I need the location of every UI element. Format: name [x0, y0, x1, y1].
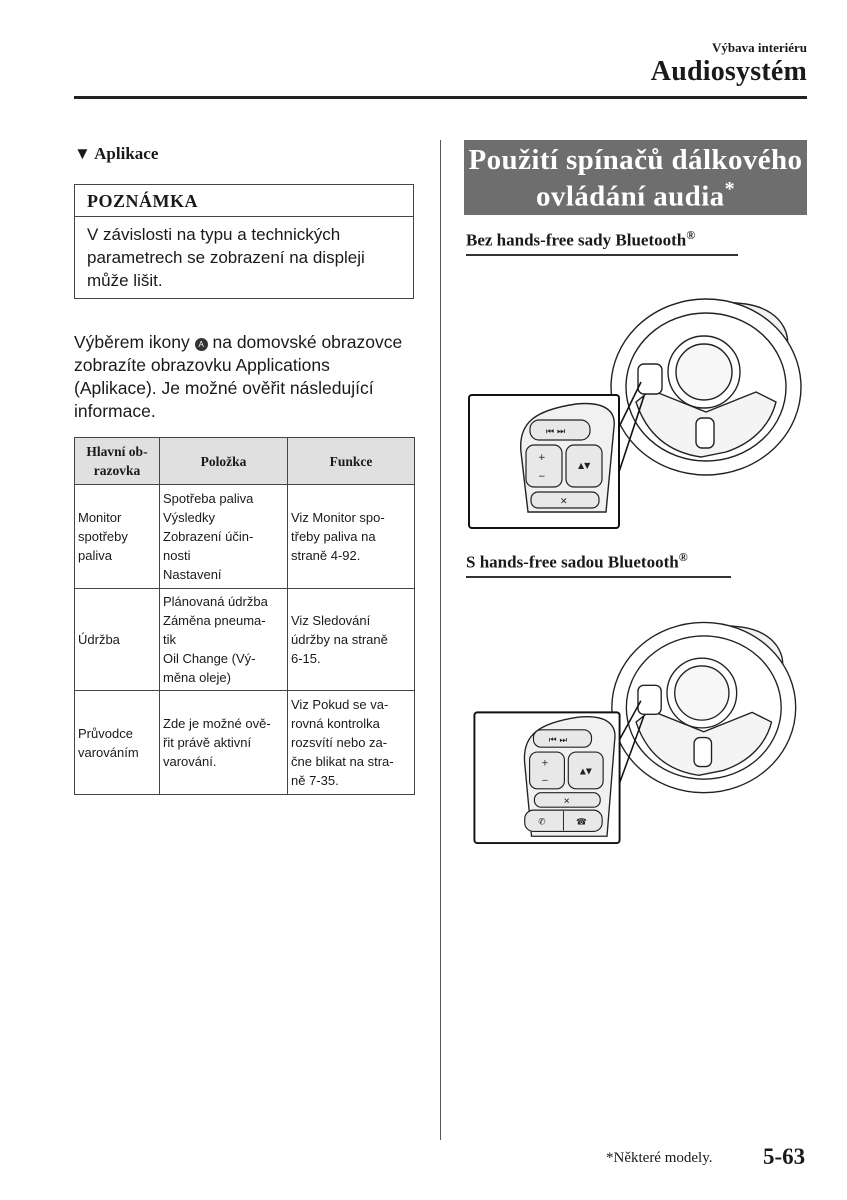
cell-item: Plánovaná údržba Záměna pneuma- tik Oil Change (Vý- měna oleje) [160, 589, 288, 691]
svg-text:−: − [541, 776, 549, 787]
switch-closeup-inset [469, 382, 644, 528]
header-function: Funkce [288, 438, 415, 485]
note-line: V závislosti na typu a technických [87, 225, 341, 244]
subheading-aplikace: ▼ Aplikace [74, 144, 159, 163]
steering-wheel-illustration-basic [466, 292, 808, 532]
para-line: informace. [74, 401, 156, 421]
intro-paragraph [74, 331, 419, 423]
table-header-row [75, 438, 415, 485]
asterisk-mark: * [724, 178, 735, 200]
column-divider [440, 140, 441, 1140]
cell-item: Zde je možné ově- řit právě aktivní varování. [160, 691, 288, 795]
svg-text:✕: ✕ [560, 497, 568, 507]
page-title: Audiosystém [650, 56, 807, 87]
table-row [75, 691, 415, 795]
note-box [74, 184, 414, 299]
footnote: *Některé modely. [606, 1150, 713, 1166]
cell-item: Spotřeba paliva Výsledky Zobrazení účin- nosti Nastavení [160, 485, 288, 589]
note-title: POZNÁMKA [75, 185, 413, 217]
cell-function: Viz Sledování údržby na straně 6-15. [288, 589, 415, 691]
svg-text:−: − [538, 472, 546, 482]
svg-text:▲▼: ▲▼ [578, 461, 591, 470]
note-body [75, 217, 413, 298]
cell-main: Údržba [75, 589, 160, 691]
cell-main: Průvodce varováním [75, 691, 160, 795]
section-title-line1: Použití spínačů dálkového [468, 144, 803, 176]
info-table [74, 437, 415, 795]
header-item: Položka [160, 438, 288, 485]
table-row [75, 485, 415, 589]
svg-text:✕: ✕ [563, 796, 570, 806]
para-line: Výběrem ikony A na domovské obrazovce [74, 332, 403, 352]
app-icon: A [195, 338, 208, 351]
section-title-line2: ovládání audia* [536, 178, 735, 213]
note-line: může lišit. [87, 271, 163, 290]
cell-main: Monitor spotřeby paliva [75, 485, 160, 589]
heading-with-bluetooth: S hands-free sadou Bluetooth® [466, 550, 731, 578]
svg-text:+: + [541, 758, 549, 769]
svg-text:☎: ☎ [576, 817, 587, 828]
svg-text:▲▼: ▲▼ [579, 766, 592, 776]
header-main-screen: Hlavní ob-razovka [75, 438, 160, 485]
header-rule [74, 96, 807, 99]
steering-wheel-illustration-bluetooth [466, 604, 808, 844]
svg-text:✆: ✆ [538, 817, 546, 828]
svg-text:⏮ ⏭: ⏮ ⏭ [546, 427, 566, 437]
section-header: Výbava interiéru [712, 40, 807, 55]
svg-text:+: + [538, 453, 546, 463]
svg-text:⏮ ⏭: ⏮ ⏭ [548, 735, 568, 746]
cell-function: Viz Monitor spo- třeby paliva na straně 4-92. [288, 485, 415, 589]
page-number: 5-63 [763, 1144, 806, 1169]
section-title-box [464, 140, 807, 215]
para-line: (Aplikace). Je možné ověřit následující [74, 378, 374, 398]
heading-without-bluetooth: Bez hands-free sady Bluetooth® [466, 228, 738, 256]
cell-function: Viz Pokud se va- rovná kontrolka rozsvítí nebo za- čne blikat na stra- ně 7-35. [288, 691, 415, 795]
switch-closeup-inset [474, 701, 643, 843]
para-line: zobrazíte obrazovku Applications [74, 355, 330, 375]
note-line: parametrech se zobrazení na displeji [87, 248, 365, 267]
table-row [75, 589, 415, 691]
